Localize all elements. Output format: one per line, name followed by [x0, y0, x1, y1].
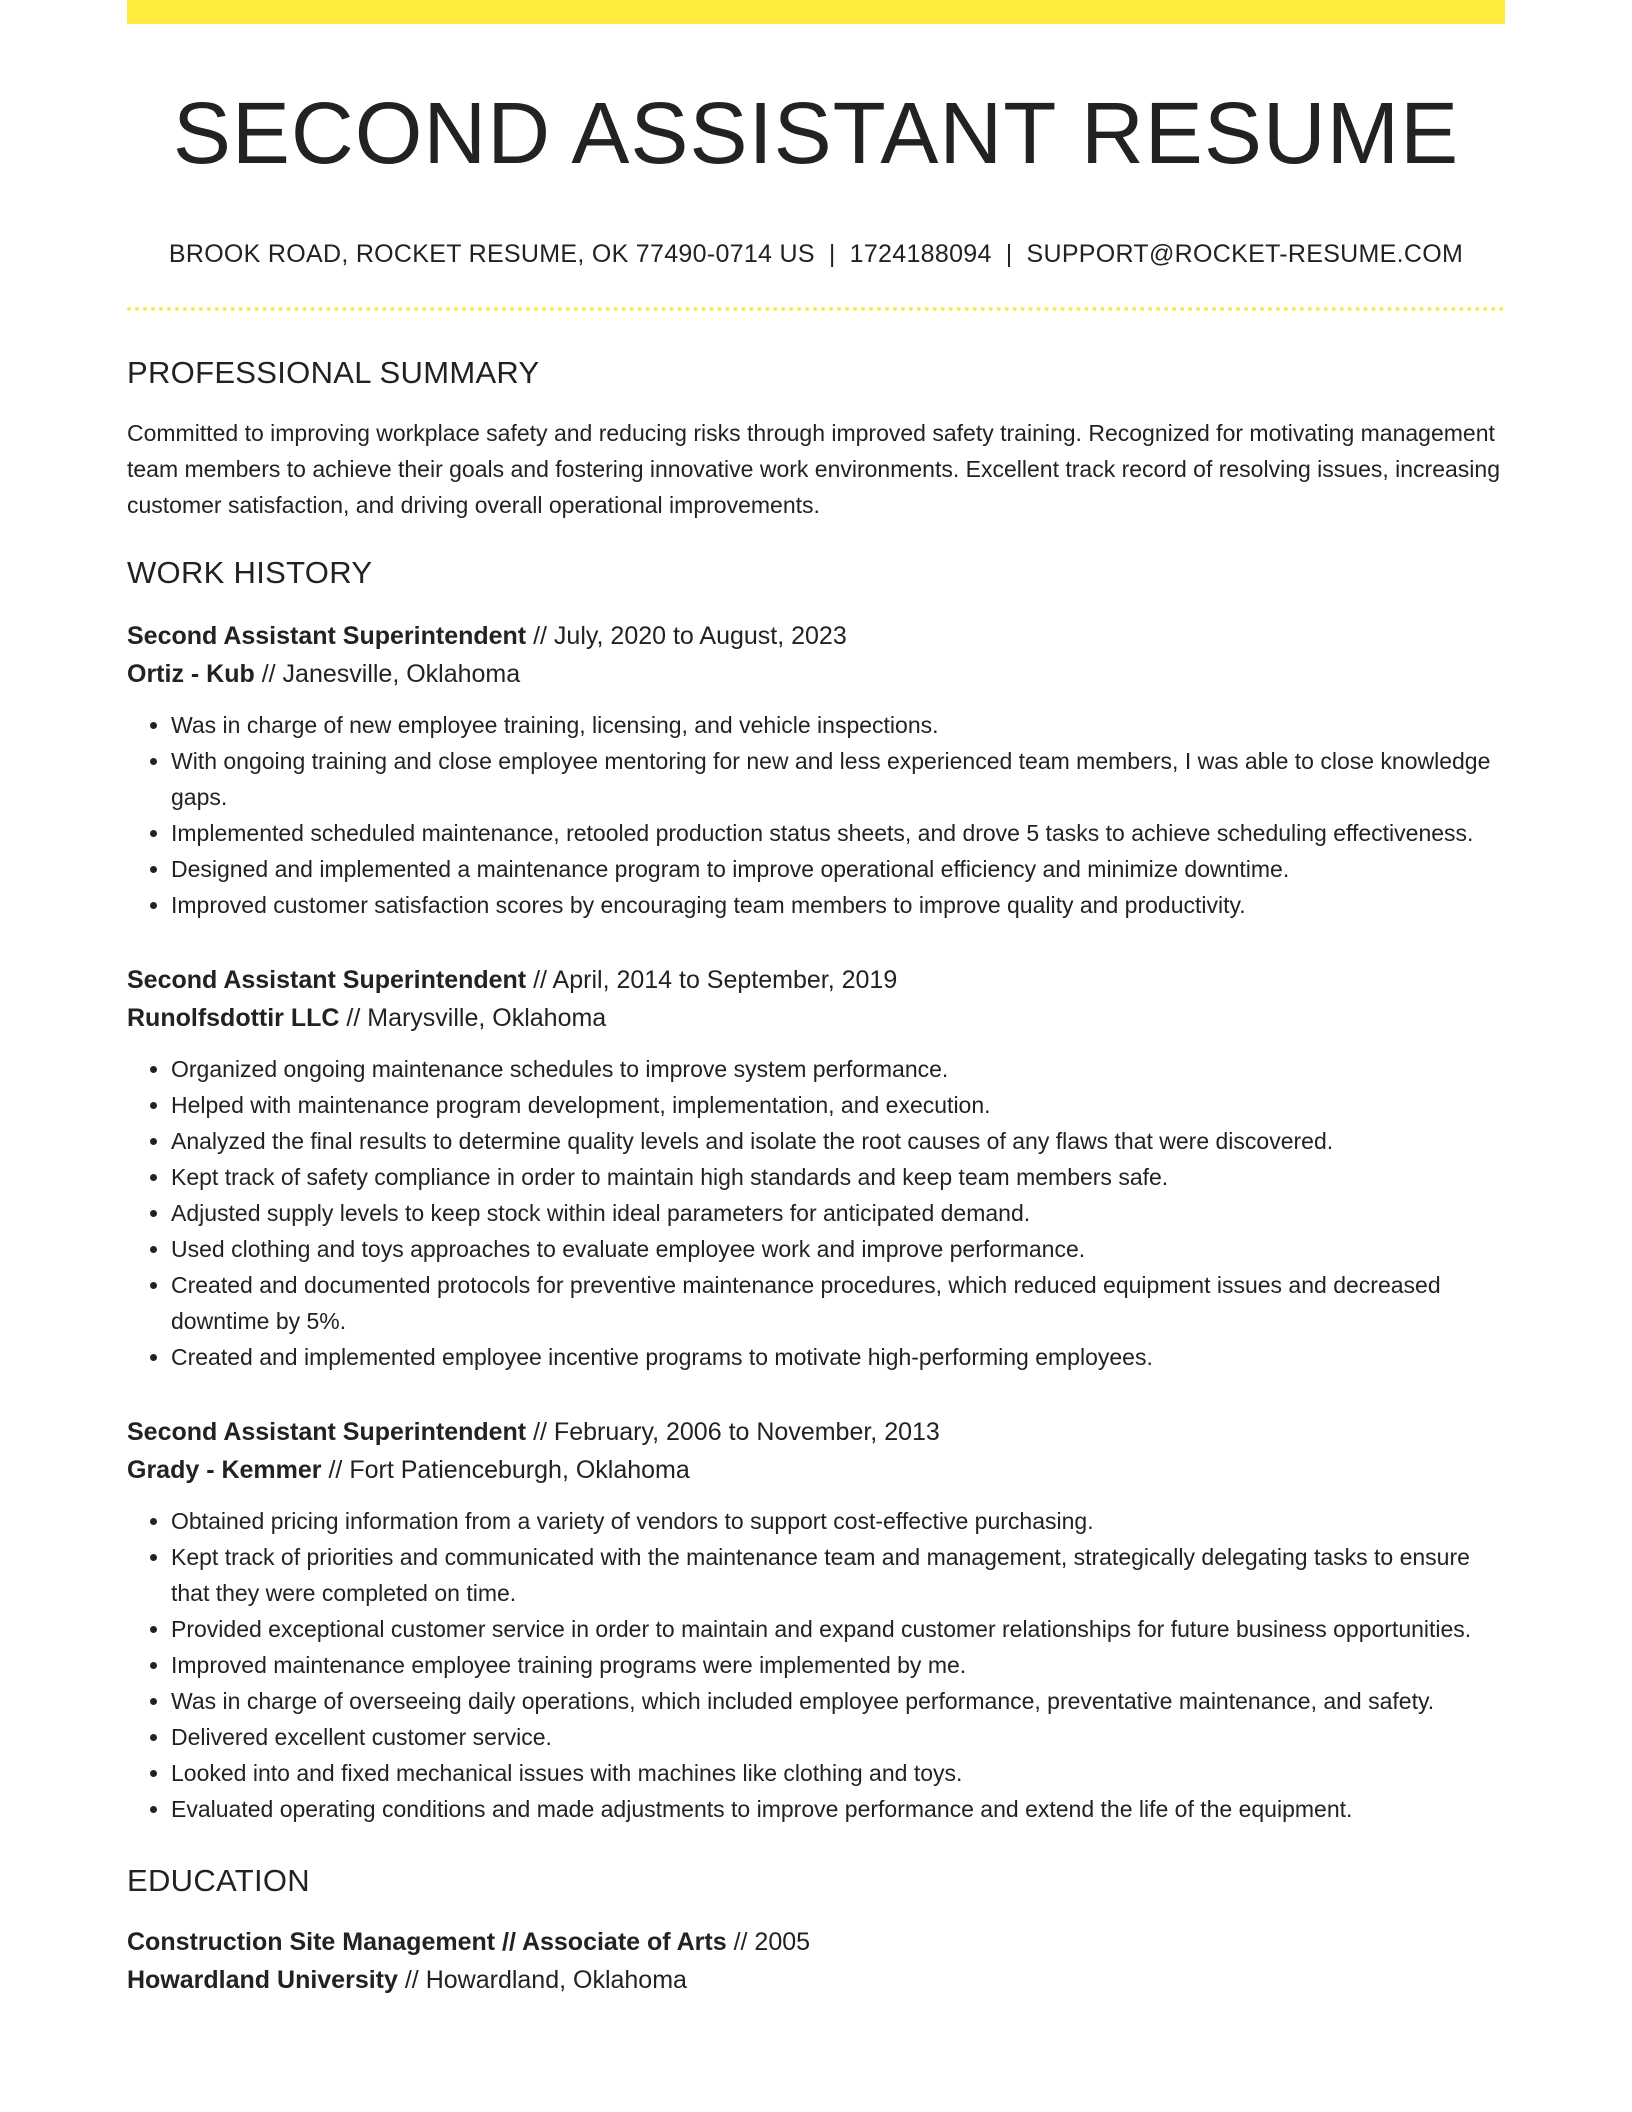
job-bullet: • Organized ongoing maintenance schedules to improve system performance.: [171, 1051, 1505, 1087]
contact-separator: |: [1005, 240, 1013, 269]
job-bullet: • Adjusted supply levels to keep stock within ideal parameters for anticipated demand.: [171, 1195, 1505, 1231]
contact-email: SUPPORT@ROCKET-RESUME.COM: [1026, 240, 1464, 269]
contact-separator: |: [828, 240, 836, 269]
summary-text: Committed to improving workplace safety and reducing risks through improved safety training. Recognized for motivating management team members to achieve their goals and fostering innovative work environments. Excellent track record of resolving issues, increasing customer satisfaction, and driving overall operational improvements.: [127, 420, 1500, 519]
education-degree: Construction Site Management // Associate of Arts: [127, 1928, 727, 1957]
job-company-line: [127, 655, 1505, 693]
job-bullet: • Evaluated operating conditions and made adjustments to improve performance and extend the life of the equipment.: [171, 1791, 1505, 1827]
job-bullet: • Delivered excellent customer service.: [171, 1719, 1505, 1755]
job-dates: // February, 2006 to November, 2013: [533, 1418, 940, 1447]
job-bullet: • Created and documented protocols for preventive maintenance procedures, which reduced equipment issues and decreased downtime by 5%.: [171, 1267, 1505, 1339]
job-company: Ortiz - Kub: [127, 660, 255, 689]
job-entry: [127, 961, 1505, 1375]
job-bullet: • Helped with maintenance program development, implementation, and execution.: [171, 1087, 1505, 1123]
job-bullet: • Analyzed the final results to determine quality levels and isolate the root causes of any flaws that were discovered.: [171, 1123, 1505, 1159]
job-bullet: • Looked into and fixed mechanical issues with machines like clothing and toys.: [171, 1755, 1505, 1791]
job-position: Second Assistant Superintendent: [127, 966, 527, 995]
job-bullet: • Improved maintenance employee training programs were implemented by me.: [171, 1647, 1505, 1683]
job-bullet: • Provided exceptional customer service in order to maintain and expand customer relationships for future business opportunities.: [171, 1611, 1505, 1647]
job-bullet: • Was in charge of overseeing daily operations, which included employee performance, preventative maintenance, and safety.: [171, 1683, 1505, 1719]
job-bullet-list: [127, 1503, 1505, 1827]
job-entry: [127, 1413, 1505, 1827]
job-company: Grady - Kemmer: [127, 1456, 322, 1485]
job-title-line: [127, 617, 1505, 655]
job-bullet-list: [127, 707, 1505, 923]
contact-phone: 1724188094: [849, 240, 992, 269]
dotted-divider: [127, 307, 1505, 311]
education-school-line: [127, 1961, 1505, 1999]
top-accent-bar: [127, 0, 1505, 24]
education-degree-line: [127, 1923, 1505, 1961]
job-bullet: • With ongoing training and close employee mentoring for new and less experienced team members, I was able to close knowledge gaps.: [171, 743, 1505, 815]
job-company: Runolfsdottir LLC: [127, 1004, 340, 1033]
education-heading: EDUCATION: [127, 1863, 310, 1899]
resume-page: [127, 0, 1505, 1999]
job-bullet: • Used clothing and toys approaches to evaluate employee work and improve performance.: [171, 1231, 1505, 1267]
job-bullet: • Obtained pricing information from a variety of vendors to support cost-effective purchasing.: [171, 1503, 1505, 1539]
job-company-line: [127, 999, 1505, 1037]
job-title-line: [127, 961, 1505, 999]
job-entry: [127, 617, 1505, 923]
job-bullet: • Implemented scheduled maintenance, retooled production status sheets, and drove 5 tasks to achieve scheduling effectiveness.: [171, 815, 1505, 851]
job-title-line: [127, 1413, 1505, 1451]
contact-line: [127, 240, 1505, 269]
job-bullet: • Created and implemented employee incentive programs to motivate high-performing employees.: [171, 1339, 1505, 1375]
job-dates: // July, 2020 to August, 2023: [533, 622, 847, 651]
job-dates: // April, 2014 to September, 2019: [533, 966, 898, 995]
education-entry: [127, 1923, 1505, 1999]
education-school: Howardland University: [127, 1966, 398, 1995]
work-history-list: [127, 617, 1505, 1827]
summary-heading: PROFESSIONAL SUMMARY: [127, 355, 540, 391]
job-company-line: [127, 1451, 1505, 1489]
job-bullet-list: [127, 1051, 1505, 1375]
job-bullet: • Designed and implemented a maintenance program to improve operational efficiency and minimize downtime.: [171, 851, 1505, 887]
job-bullet: • Kept track of priorities and communicated with the maintenance team and management, strategically delegating tasks to ensure that they were completed on time.: [171, 1539, 1505, 1611]
job-location: // Janesville, Oklahoma: [261, 660, 521, 689]
job-location: // Marysville, Oklahoma: [346, 1004, 607, 1033]
job-position: Second Assistant Superintendent: [127, 622, 527, 651]
job-bullet: • Was in charge of new employee training, licensing, and vehicle inspections.: [171, 707, 1505, 743]
job-position: Second Assistant Superintendent: [127, 1418, 527, 1447]
contact-address: BROOK ROAD, ROCKET RESUME, OK 77490-0714 US: [168, 240, 815, 269]
education-year: // 2005: [733, 1928, 811, 1957]
job-location: // Fort Patienceburgh, Oklahoma: [328, 1456, 690, 1485]
job-bullet: • Improved customer satisfaction scores by encouraging team members to improve quality and productivity.: [171, 887, 1505, 923]
work-history-heading: WORK HISTORY: [127, 555, 373, 591]
job-bullet: • Kept track of safety compliance in order to maintain high standards and keep team members safe.: [171, 1159, 1505, 1195]
education-location: // Howardland, Oklahoma: [404, 1966, 687, 1995]
resume-title: SECOND ASSISTANT RESUME: [172, 85, 1460, 182]
